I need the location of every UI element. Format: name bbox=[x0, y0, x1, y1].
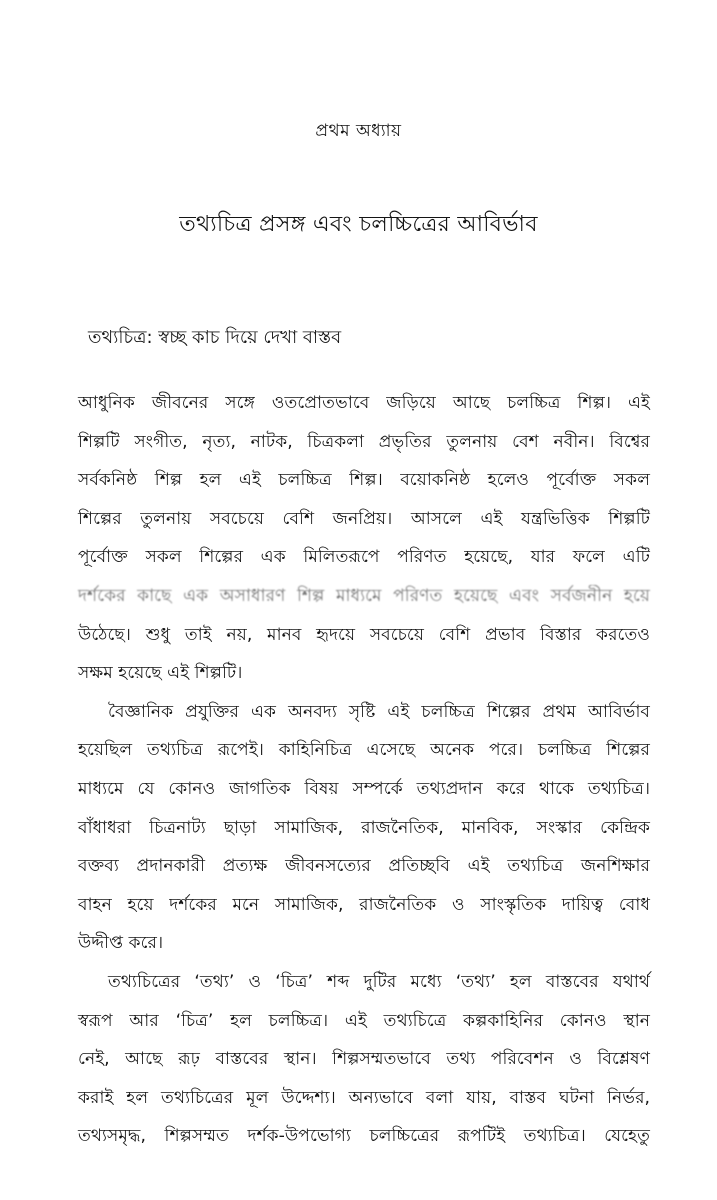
text-line: সক্ষম হয়েছে এই শিল্পটি। bbox=[78, 663, 243, 684]
text-line: আধুনিক জীবনের সঙ্গে ওতপ্রোতভাবে জড়িয়ে আছে চলচ্চিত্র শিল্প। এই bbox=[78, 393, 650, 413]
text-line: শিল্পটি সংগীত, নৃত্য, নাটক, চিত্রকলা প্রভৃতির তুলনায় বেশ নবীন। বিশ্বের bbox=[78, 431, 650, 452]
text-line: নেই, আছে রূঢ় বাস্তবের স্থান। শিল্পসম্মতভাবে তথ্য পরিবেশন ও বিশ্লেষণ bbox=[78, 1049, 650, 1070]
text-line: হয়েছিল তথ্যচিত্র রূপেই। কাহিনিচিত্র এসেছে অনেক পরে। চলচ্চিত্র শিল্পের bbox=[78, 740, 650, 761]
text-line: স্বরূপ আর ‘চিত্র’ হল চলচ্চিত্র। এই তথ্যচিত্রে কল্পকাহিনির কোনও স্থান bbox=[78, 1010, 650, 1031]
text-line: বক্তব্য প্রদানকারী প্রত্যক্ষ জীবনসত্যের প্রতিচ্ছবি এই তথ্যচিত্র জনশিক্ষার bbox=[78, 856, 650, 877]
text-line: তথ্যচিত্রের ‘তথ্য’ ও ‘চিত্র’ শব্দ দুটির মধ্যে ‘তথ্য’ হল বাস্তবের যথার্থ bbox=[108, 971, 650, 992]
text-line: বাহন হয়ে দর্শকের মনে সামাজিক, রাজনৈতিক ও সাংস্কৃতিক দায়িত্ব বোধ bbox=[78, 894, 650, 915]
text-line: তথ্যসমৃদ্ধ, শিল্পসম্মত দর্শক-উপভোগ্য চলচ্চিত্রের রূপটিই তথ্যচিত্র। যেহেতু bbox=[78, 1126, 650, 1147]
text-line: উঠেছে। শুধু তাই নয়, মানব হৃদয়ে সবচেয়ে বেশি প্রভাব বিস্তার করতেও bbox=[78, 624, 650, 645]
text-line: মাধ্যমে যে কোনও জাগতিক বিষয় সম্পর্কে তথ্যপ্রদান করে থাকে তথ্যচিত্র। bbox=[78, 778, 650, 799]
text-line: বৈজ্ঞানিক প্রযুক্তির এক অনবদ্য সৃষ্টি এই চলচ্চিত্র শিল্পের প্রথম আবির্ভাব bbox=[108, 701, 650, 722]
text-line: উদ্দীপ্ত করে। bbox=[78, 933, 164, 954]
text-line-smudged: দর্শকের কাছে এক অসাধারণ শিল্প মাধ্যমে পরিণত হয়েছে এবং সর্বজনীন হয়ে bbox=[78, 585, 650, 606]
section-heading: তথ্যচিত্র: স্বচ্ছ কাচ দিয়ে দেখা বাস্তব bbox=[88, 327, 342, 348]
chapter-title: তথ্যচিত্র প্রসঙ্গ এবং চলচ্চিত্রের আবির্ভাব bbox=[179, 212, 538, 237]
text-line: শিল্পের তুলনায় সবচেয়ে বেশি জনপ্রিয়। আসলে এই যন্ত্রভিত্তিক শিল্পটি bbox=[78, 508, 650, 529]
text-line: বাঁধাধরা চিত্রনাট্য ছাড়া সামাজিক, রাজনৈতিক, মানবিক, সংস্কার কেন্দ্রিক bbox=[78, 817, 650, 838]
text-line: পূর্বোক্ত সকল শিল্পের এক মিলিতরূপে পরিণত হয়েছে, যার ফলে এটি bbox=[78, 547, 650, 568]
text-line: সর্বকনিষ্ঠ শিল্প হল এই চলচ্চিত্র শিল্প। বয়োকনিষ্ঠ হলেও পূর্বোক্ত সকল bbox=[78, 470, 650, 491]
chapter-label: প্রথম অধ্যায় bbox=[315, 121, 402, 141]
text-line: করাই হল তথ্যচিত্রের মূল উদ্দেশ্য। অন্যভাবে বলা যায়, বাস্তব ঘটনা নির্ভর, bbox=[78, 1087, 650, 1108]
body-text bbox=[78, 384, 650, 1156]
